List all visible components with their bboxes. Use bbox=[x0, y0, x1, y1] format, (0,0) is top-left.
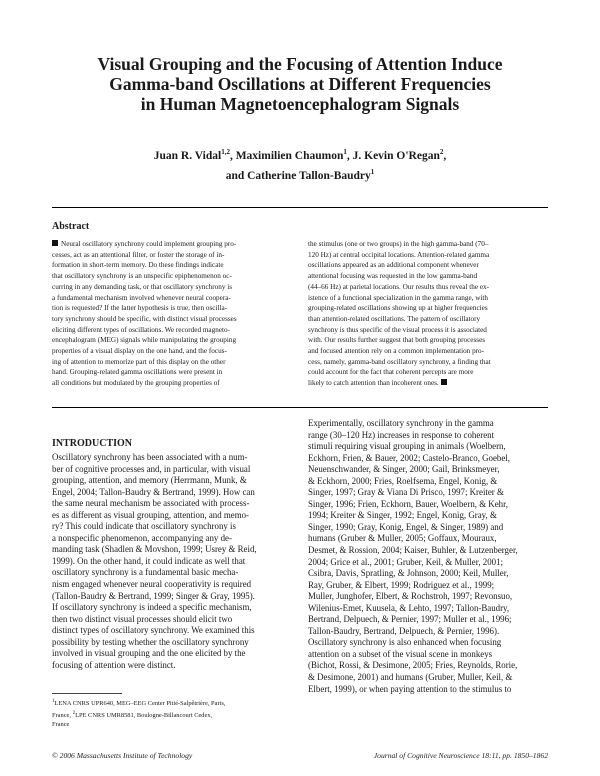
affiliation-footnote bbox=[52, 697, 292, 730]
author-name: Catherine Tallon-Baudry bbox=[247, 169, 371, 182]
affiliation-marker: 2 bbox=[439, 148, 444, 156]
author-line-1 bbox=[40, 144, 560, 164]
title-line-2: Gamma-band Oscillations at Different Frequencies bbox=[109, 74, 491, 94]
separator: , bbox=[229, 149, 236, 162]
square-bullet-icon bbox=[52, 240, 58, 246]
title-line-3: in Human Magnetoencephalogram Signals bbox=[140, 94, 460, 114]
affiliation-marker: 1,2 bbox=[221, 148, 230, 156]
abstract-text-left: Neural oscillatory synchrony could implement grouping pro- cesses, act as an attentional filter, or foster the storage of in- formation in short-term memory. Do these findings indicate that oscillatory synchrony is an unspecific epiphenomenon oc- curring in any demanding task, or that oscillatory synchrony is a fundamental mechanism involved whenever neural coopera- tion is requested? If the latter hypothesis is true, then oscilla- tory synchrony should be specific, with distinct visual processes eliciting different types of oscillations. We recorded magneto- encephalogram (MEG) signals while manipulating the grouping properties of a visual display on the one hand, and the focus- ing of attention to memorize part of this display on the other hand. Grouping-related gamma oscillations were present in all conditions but modulated by the grouping properties of bbox=[52, 240, 237, 388]
footnote-rule bbox=[52, 693, 122, 694]
journal-citation: Journal of Cognitive Neuroscience 18:11, pp. 1850–1862 bbox=[373, 751, 548, 760]
author-line-2 bbox=[40, 164, 560, 184]
author-name: J. Kevin O'Regan bbox=[352, 149, 440, 162]
introduction-column-right: Experimentally, oscillatory synchrony in the gamma range (30–120 Hz) increases in response to coherent stimuli requiring visual grouping in animals (Woelbern, Eckhorn, Frien, & Bauer, 2002; Castelo-Branco, Goebel, Neuenschwander, & Singer, 2000; Gail, Brinksmeyer, & Eckhorn, 2000; Fries, Roelfsema, Engel, Konig, & Singer, 1997; Gray & Viana Di Prisco, 1997; Kreiter & Singer, 1996; Frien, Eckhorn, Bauer, Woelbern, & Kehr, 1994; Kreiter & Singer, 1992; Engel, Konig, Gray, & Singer, 1990; Gray, Konig, Engel, & Singer, 1989) and humans (Gruber & Muller, 2005; Goffaux, Mouraux, Desmet, & Rossion, 2004; Kaiser, Buhler, & Lutzenberger, 2004; Grice et al., 2001; Gruber, Keil, & Muller, 2001; Csibra, Davis, Spratling, & Johnson, 2000; Keil, Muller, Ray, Gruber, & Elbert, 1999; Rodriguez et al., 1999; Muller, Junghofer, Elbert, & Rochstroh, 1997; Revonsuo, Wilenius-Emet, Kuusela, & Lehto, 1997; Tallon-Baudry, Bertrand, Delpuech, & Pernier, 1997; Muller et al., 1996; Tallon-Baudry, Bertrand, Delpuech, & Pernier, 1996). Oscillatory synchrony is also enhanced when focusing attention on a subset of the visual scene in monkeys (Bichot, Rossi, & Desimone, 2005; Fries, Reynolds, Rorie, & Desimone, 2001) and humans (Gruber, Muller, Keil, & Elbert, 1999), or when paying attention to the stimulus to bbox=[308, 418, 518, 694]
title-line-1: Visual Grouping and the Focusing of Attention Induce bbox=[97, 54, 503, 74]
author-name: Juan R. Vidal bbox=[153, 149, 222, 162]
author-list bbox=[40, 144, 560, 184]
abstract-heading: Abstract bbox=[52, 221, 90, 232]
abstract-column-right bbox=[308, 239, 541, 389]
separator: , bbox=[346, 149, 353, 162]
divider-rule bbox=[52, 207, 548, 208]
affiliation-marker: 1 bbox=[370, 167, 375, 176]
footnote-marker: 2 bbox=[72, 710, 76, 716]
abstract-column-left bbox=[52, 239, 285, 389]
introduction-heading: INTRODUCTION bbox=[52, 438, 133, 449]
introduction-column-left: Oscillatory synchrony has been associated with a num- ber of cognitive processes and, in particular, with visual grouping, attention, and memory (Herrmann, Munk, & Engel, 2004; Tallon-Baudry & Bertrand, 1999). How can the same neural mechanism be associated with process- es as different as visual grouping, attention, and memo- ry? This could indicate that oscillatory synchrony is a nonspecific phenomenon, accompanying any de- manding task (Shadlen & Movshon, 1999; Usrey & Reid, 1999). On the other hand, it could indicate as well that oscillatory synchrony is a fundamental basic mecha- nism engaged whenever neural cooperativity is required (Tallon-Baudry & Bertrand, 1999; Singer & Gray, 1995). If oscillatory synchrony is indeed a specific mechanism, then two distinct visual processes should elicit two distinct types of oscillatory synchrony. We examined this possibility by testing whether the oscillatory synchrony involved in visual grouping and the one elicited by the focusing of attention were distinct. bbox=[52, 452, 257, 670]
copyright-notice: © 2006 Massachusetts Institute of Technology bbox=[52, 751, 193, 760]
separator: and bbox=[225, 169, 248, 182]
footnote-text: LENA CNRS UPR640, MEG–EEG Center Pitié-Salpêtrière, Paris, France, bbox=[52, 700, 226, 719]
end-square-icon bbox=[441, 379, 447, 385]
author-name: Maximilien Chaumon bbox=[235, 149, 344, 162]
abstract-text-right: the stimulus (one or two groups) in the high gamma-band (70– 120 Hz) at central occipital locations. Attention-related gamma oscillations appeared as an additional component whenever attentional focusing was requested in the low gamma-band (44–66 Hz) at parietal locations. Our results thus reveal the ex- istence of a functional specialization in the gamma range, with grouping-related oscillations showing up at higher frequencies than attention-related oscillations. The pattern of oscillatory synchrony is thus specific of the visual process it is associated with. Our results further suggest that both grouping processes and focused attention rely on a common implementation pro- cess, namely, gamma-band oscillatory synchrony, a finding that could account for the fact that coherent percepts are more likely to catch attention than incoherent ones. bbox=[308, 240, 491, 388]
footnote-marker: 1 bbox=[52, 699, 55, 704]
affiliation-marker: 1 bbox=[343, 148, 347, 156]
separator: , bbox=[443, 149, 447, 162]
divider-rule bbox=[52, 407, 548, 408]
paper-title bbox=[40, 54, 560, 114]
footnote-text: LPE CNRS UMR8581, Boulogne-Billancourt Cedex, France bbox=[52, 711, 213, 729]
